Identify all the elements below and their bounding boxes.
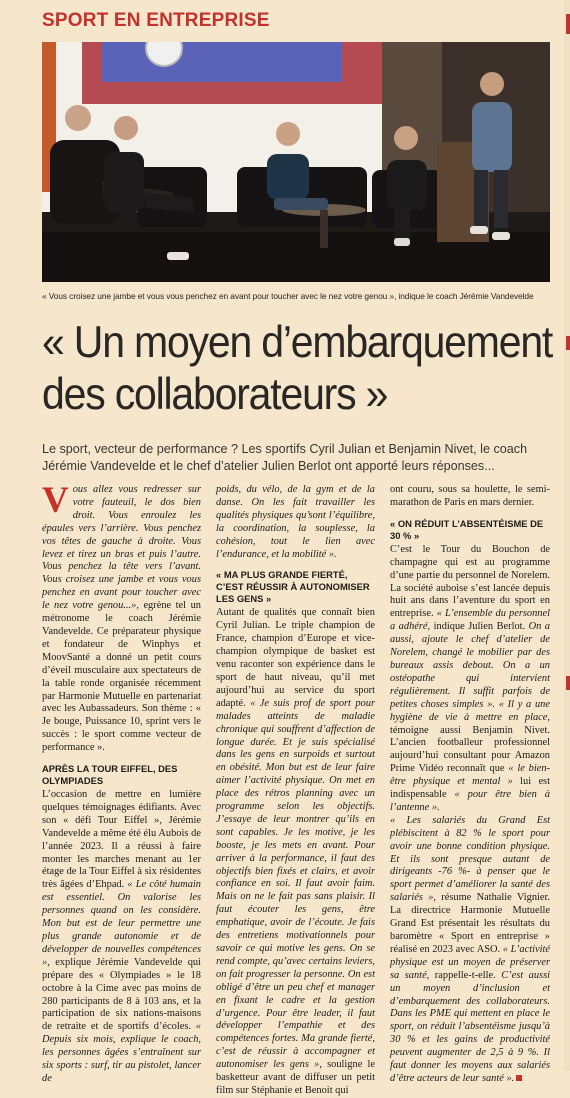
body-text: , egrène tel un métronome le coach Jérémie Vandevelde. Ce préparateur physique et fondateur de Winphys et MoovSanté a donné un petit cours d’éveil musculaire aux spectateurs de la table ronde organisée récemment par Harmonie Mutuelle en partenariat avec les Aubassadeurs. Son thème : « Je bouge, Puissance 10, sprint vers le succès : le sport comme vecteur de performance ». [42,600,201,754]
edge-mark [566,676,570,690]
standfirst: Le sport, vecteur de performance ? Les sportifs Cyril Julian et Benjamin Nivet, le coach Jérémie Vandevelde et le chef d’atelier Julien Berlot ont apporté leurs réponses... [42,442,528,473]
quote-text: « le bien-être physique et mental » [390,763,550,788]
event-photo-illustration [42,42,550,282]
quote-text: « Il y a une hygiène de vie à mettre en place, [390,698,550,723]
body-text: C’est le Tour du Bouchon de champagne qui est au programme d’une partie du personnel de Norelem. La société auboise s’est lancée depuis huit ans dans l’aventure du sport en entreprise. [390,543,550,620]
quote-text: « L’activité physique est un moyen de préserver sa santé, [390,943,550,981]
quote-text: « Le côté humain est essentiel. On valorise les personnes quand on les considère. Mon but est de leur permettre une plus grande autonomie et de développer de nouvelles compétences » [42,879,201,968]
body-text: , résume Nathalie Vignier. La directrice Harmonie Mutuelle Grand Est présentait les résultats du baromètre « Sport en entreprise » réalisé en 2023 avec ASO. [390,892,550,955]
quote-text: On a aussi, ajoute le chef d’atelier de Norelem, changé le mobilier par des bureaux assis debout. On a un ostéopathe qui intervient régulièrement. Il suffit parfois de petites choses simples ». [390,621,550,710]
section-title: SPORT EN ENTREPRISE [42,10,270,31]
quote-text: ous allez vous redresser sur votre fauteuil, le dos bien droit. Vous enroulez les épaules vers l’arrière. Vous penchez vos têtes de gauche à droite. Vous levez et tirez un bras et puis l’autre. Vous penchez la tête vers l’avant. Vous croisez une jambe et vous vous penchez en avant pour toucher avec le nez votre genou...» [42,484,201,612]
body-text: rappelle-t-elle. [429,969,502,981]
page-edge [564,0,570,1071]
quote-text: C’est aussi un moyen d’inclusion et d’embarquement des collaborateurs. Dans les PME qui mettent en place le sport, on réduit l’absentéisme jusqu’à 30 % et les gains de productivité peuvent augmenter de 2,5 à 9 %. Il faut donner les moyens aux salariés d’être acteurs de leur santé ». [390,969,550,1084]
body-text: Autant de qualités que connaît bien Cyril Julian. Le triple champion de France, champion d’Europe et vice-champion olympique de basket est venu raconter son expérience dans le sport de haut niveau, qu’il met aujourd’hui au service du sport adapté. [216,607,375,709]
body-text: , souligne le basketteur avant de diffuser un petit film sur Stéphanie et Benoit qui [216,1059,375,1096]
quote-text: « L’ensemble du personnel a adhéré, [390,608,550,633]
quote-text: « pour être bien à l’antenne ». [390,789,550,813]
event-photo [42,42,550,282]
body-text: indique Julien Berlot. [430,621,529,633]
subheading: « MA PLUS GRANDE FIERTÉ, C’EST RÉUSSIR À AUTONOMISER LES GENS » [216,569,370,605]
article-paragraph [390,815,550,1086]
article-paragraph [42,789,201,1086]
quote-text: « Les salariés du Grand Est plébiscitent à 82 % le sport pour avoir une bonne condition physique. Et ils sont presque autant de dirigeants -76 %- à penser que le sport permet d’améliorer la santé des salariés » [390,814,550,904]
article-paragraph [216,484,375,561]
body-text: ont couru, sous sa houlette, le semi-marathon de Paris en mars dernier. [390,484,550,508]
body-text: , explique Jérémie Vandevelde qui prépare des « Olympiades » le 18 octobre à la Cime avec pas moins de 280 participants de 8 à 103 ans, et la participation de six nations-maisons de retraite et de sportifs d’écoles. [42,956,201,1033]
headline-line-1: « Un moyen d’embarquement [42,317,553,367]
drop-cap: V [42,480,69,521]
photo-caption: « Vous croisez une jambe et vous vous penchez en avant pour toucher avec le nez votre genou », indique le coach Jérémie Vandevelde [42,291,534,301]
quote-text: « Depuis six mois, explique le coach, les personnes âgées s’entraînent sur six sports : surf, tir au pistolet, lancer de [42,1021,201,1084]
article-paragraph [390,544,550,815]
article-column-2 [216,484,375,1098]
article-paragraph [216,607,375,1097]
article-paragraph [42,480,201,755]
quote-text: poids, du vélo, de la gym et de la danse. On les fait travailler les qualités physiques qu’sont l’équilibre, la coordination, la souplesse, la cohésion, tout le lien avec l’endurance, et la mobilité ». [216,484,375,560]
edge-mark [566,336,570,350]
article-column-3 [390,484,550,1086]
edge-mark [566,14,570,34]
body-text: témoigne aussi Benjamin Nivet. L’ancien footballeur professionnel aujourd’hui consultant pour Amazon Prime Vidéo reconnaît que [390,724,550,775]
article-column-1 [42,480,201,1086]
article-paragraph [390,484,550,510]
body-text: lui est indispensable [390,776,550,801]
headline [42,316,562,420]
body-text: L’occasion de mettre en lumière quelques témoignages édifiants. Avec son « défi Tour Eiffel », Jérémie Vandevelde a même été élu Aubois de l’année 2023. Il a réussi à faire monter les marches menant au 1er étage de la Tour Eiffel à six résidentes très âgées d’Ehpad. [42,789,201,891]
headline-line-2: des collaborateurs » [42,368,388,419]
end-mark [516,1075,522,1081]
subheading: « ON RÉDUIT L’ABSENTÉISME DE 30 % » [390,517,544,541]
quote-text: « Je suis prof de sport pour malades atteints de maladie chronique qui souffrent d’affection de longue durée. Et je suis spécialisé dans les gens en surpoids et surtout en obésité. Mon but est de leur faire aimer l’activité physique. On met en place des rétros planning avec un programme selon les objectifs. J’essaye de leur montrer qu’ils en sont capables. Je les motive, je les booste, je les mets en avant. Pour arriver à la performance, il faut des objectifs bien fixés et clairs, et avoir confiance en soi. Il faut avoir faim. Mais on ne le fait pas sans plaisir. Il faut écouter les gens, être emphatique, avoir de l’écoute. Je fais des entretiens motivationnels pour savoir ce qui motive les gens. On se rend compte, qu’avec certains leviers, on fait progresser la personne. On est obligé d’être un peu chef et manager en fixant le cadre et la gestion d’urgence. Pour être leader, il faut développer l’empathie et des compétences fortes. Ma grande fierté, c’est de réussir à accompagner et autonomiser les gens » [216,697,375,1071]
subheading: APRÈS LA TOUR EIFFEL, DES OLYMPIADES [42,763,178,787]
